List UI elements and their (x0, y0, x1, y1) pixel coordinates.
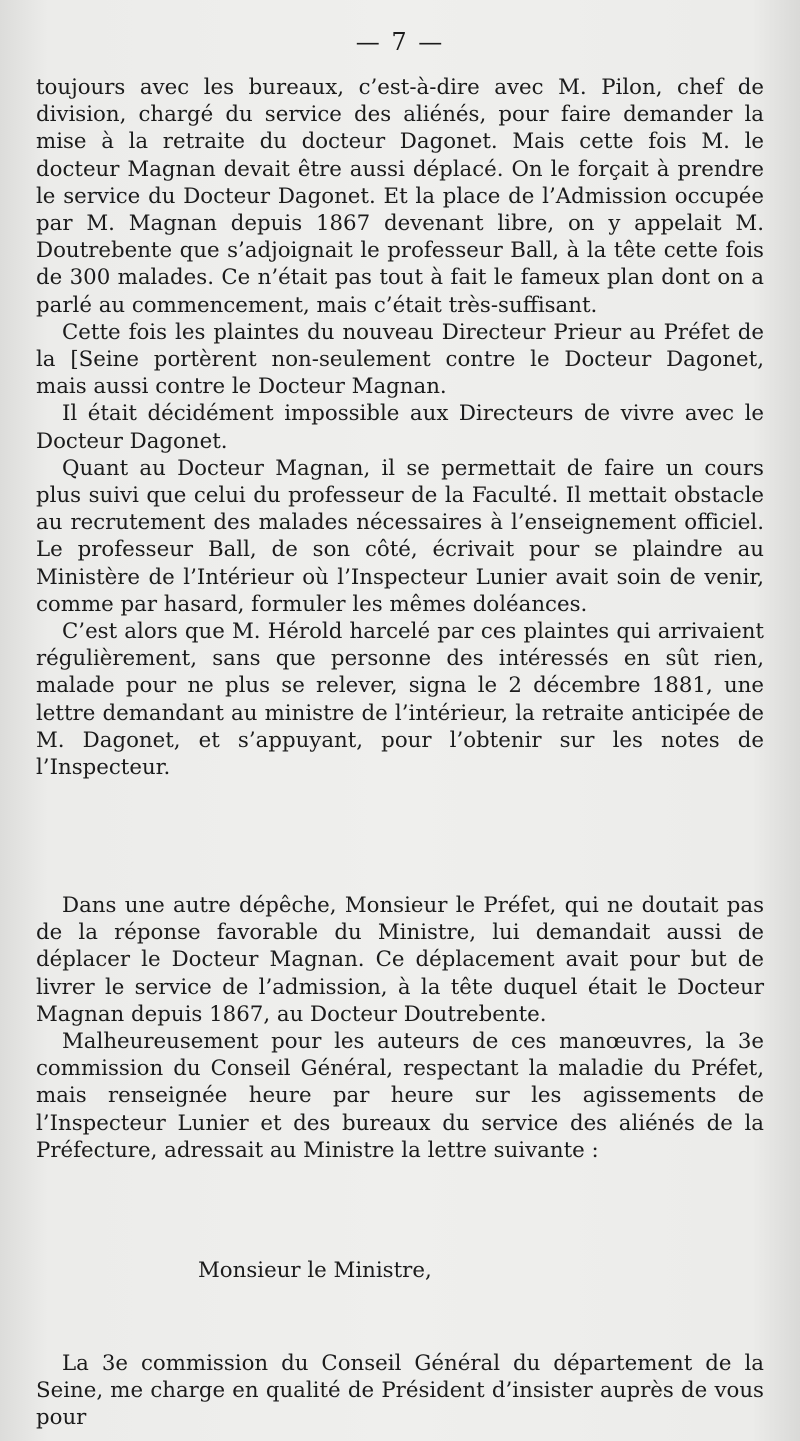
text-block-top (36, 74, 764, 781)
paragraph: Cette fois les plaintes du nouveau Directeur Prieur au Préfet de la [Seine portèrent non-seulement contre le Docteur Dagonet, mais aussi contre le Docteur Magnan. (36, 319, 764, 400)
paragraph: C’est alors que M. Hérold harcelé par ces plaintes qui arrivaient régulièrement, sans que personne des intéressés en sût rien, malade pour ne plus se relever, signa le 2 décembre 1881, une lettre demandant au ministre de l’intérieur, la retraite anticipée de M. Dagonet, et s’appuyant, pour l’obtenir sur les notes de l’Inspecteur. (36, 619, 764, 781)
text-block-middle (36, 892, 764, 1164)
text-block-bottom (36, 1350, 764, 1432)
paragraph: Il était décidément impossible aux Directeurs de vivre avec le Docteur Dagonet. (36, 401, 764, 454)
paragraph: Malheureusement pour les auteurs de ces manœuvres, la 3e commission du Conseil Général, respectant la maladie du Préfet, mais renseignée heure par heure sur les agissements de l’Inspecteur Lunier et des bureaux du service des aliénés de la Préfecture, adressait au Ministre la lettre suivante : (36, 1029, 764, 1163)
letter-salutation: Monsieur le Ministre, (198, 1258, 432, 1283)
page-number: — 7 — (355, 28, 445, 56)
paragraph: Dans une autre dépêche, Monsieur le Préfet, qui ne doutait pas de la réponse favorable du Ministre, lui demandait aussi de déplacer le Docteur Magnan. Ce déplacement avait pour but de livrer le service de l’admission, à la tête duquel était le Docteur Magnan depuis 1867, au Docteur Doutrebente. (36, 893, 764, 1027)
paragraph: Quant au Docteur Magnan, il se permettait de faire un cours plus suivi que celui du professeur de la Faculté. Il mettait obstacle au recrutement des malades nécessaires à l’enseignement officiel. Le professeur Ball, de son côté, écrivait pour se plaindre au Ministère de l’Intérieur où l’Inspecteur Lunier avait soin de venir, comme par hasard, formuler les mêmes doléances. (36, 455, 764, 617)
paragraph: La 3e commission du Conseil Général du département de la Seine, me charge en qualité de Président d’insister auprès de vous pour (36, 1351, 764, 1431)
paragraph: toujours avec les bureaux, c’est-à-dire avec M. Pilon, chef de division, chargé du service des aliénés, pour faire demander la mise à la retraite du docteur Dagonet. Mais cette fois M. le docteur Magnan devait être aussi déplacé. On le forçait à prendre le service du Docteur Dagonet. Et la place de l’Admission occupée par M. Magnan depuis 1867 devenant libre, on y appelait M. Doutrebente que s’adjoignait le professeur Ball, à la tête cette fois de 300 malades. Ce n’était pas tout à fait le fameux plan dont on a parlé au commencement, mais c’était très-suffisant. (36, 75, 764, 318)
